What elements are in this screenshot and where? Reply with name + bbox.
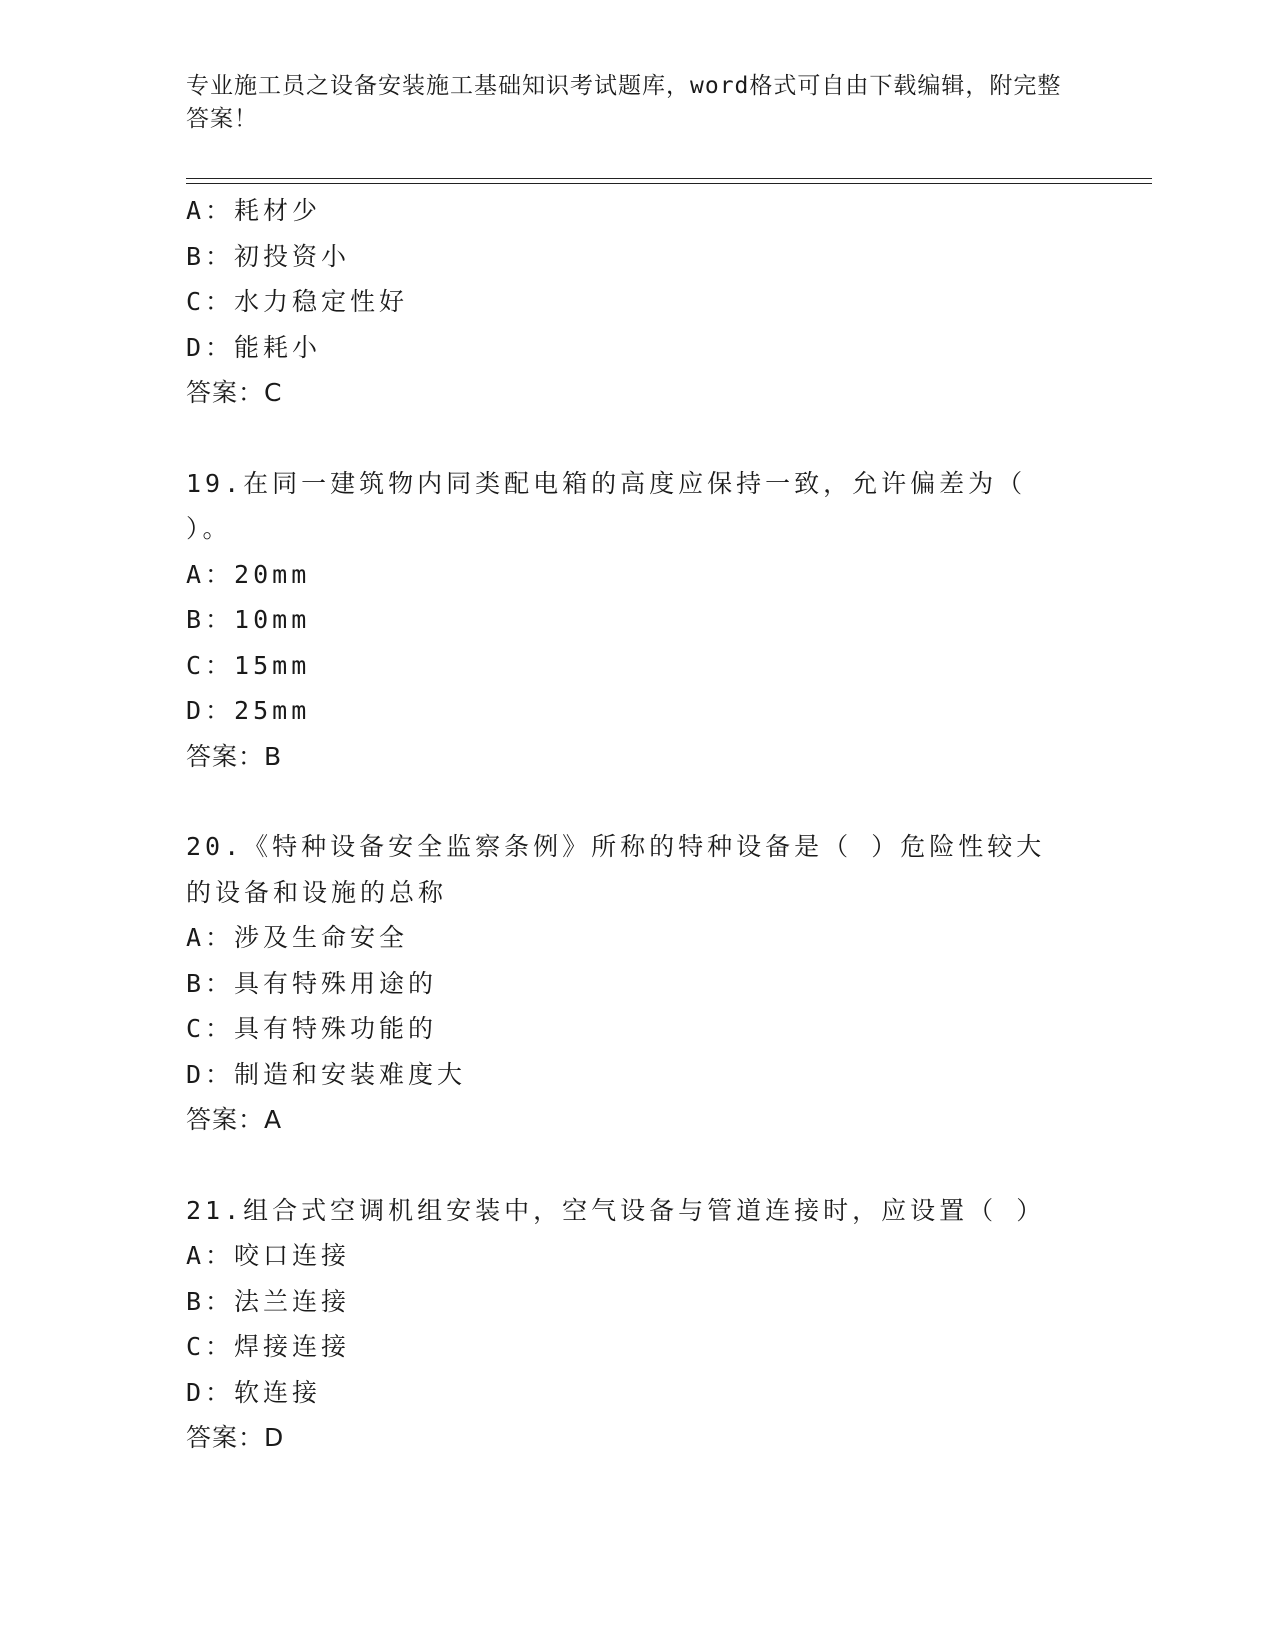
answer-line: 答案：A [186, 1105, 283, 1134]
question-block-20 [186, 824, 1086, 1143]
option-d: D：25mm [186, 696, 311, 725]
question-block-21 [186, 1188, 1086, 1461]
answer-line: 答案：B [186, 741, 283, 771]
option-c: C：水力稳定性好 [186, 287, 409, 316]
spacer [186, 1143, 1086, 1188]
spacer [186, 416, 1086, 461]
option-b: B：法兰连接 [186, 1286, 351, 1316]
document-header: 专业施工员之设备安装施工基础知识考试题库，word格式可自由下载编辑，附完整答案！ [186, 73, 1062, 132]
option-a: A：涉及生命安全 [186, 923, 409, 952]
option-a: A：咬口连接 [186, 1241, 351, 1270]
option-c: C：焊接连接 [186, 1332, 351, 1361]
question-stem: 20.《特种设备安全监察条例》所称的特种设备是（ ）危险性较大的设备和设施的总称 [186, 832, 1046, 907]
option-a: A：耗材少 [186, 196, 322, 225]
option-b: B：具有特殊用途的 [186, 968, 438, 998]
option-d: D：软连接 [186, 1377, 322, 1407]
header-divider-top [186, 178, 1152, 179]
option-b: B：初投资小 [186, 241, 351, 271]
question-block-18 [186, 188, 1086, 416]
header-divider-bottom [186, 183, 1152, 184]
option-d: D：制造和安装难度大 [186, 1059, 467, 1089]
option-c: C：15mm [186, 650, 311, 680]
answer-line: 答案：D [186, 1423, 285, 1452]
question-stem: 21.组合式空调机组安装中，空气设备与管道连接时，应设置（ ） [186, 1195, 1046, 1225]
question-stem: 19.在同一建筑物内同类配电箱的高度应保持一致，允许偏差为（ ）。 [186, 468, 1027, 543]
option-d: D：能耗小 [186, 332, 322, 362]
option-a: A：20mm [186, 559, 311, 589]
option-c: C：具有特殊功能的 [186, 1014, 438, 1043]
option-b: B：10mm [186, 605, 311, 634]
question-block-19 [186, 461, 1086, 780]
spacer [186, 779, 1086, 824]
document-body [186, 188, 1086, 1461]
answer-line: 答案：C [186, 378, 283, 407]
